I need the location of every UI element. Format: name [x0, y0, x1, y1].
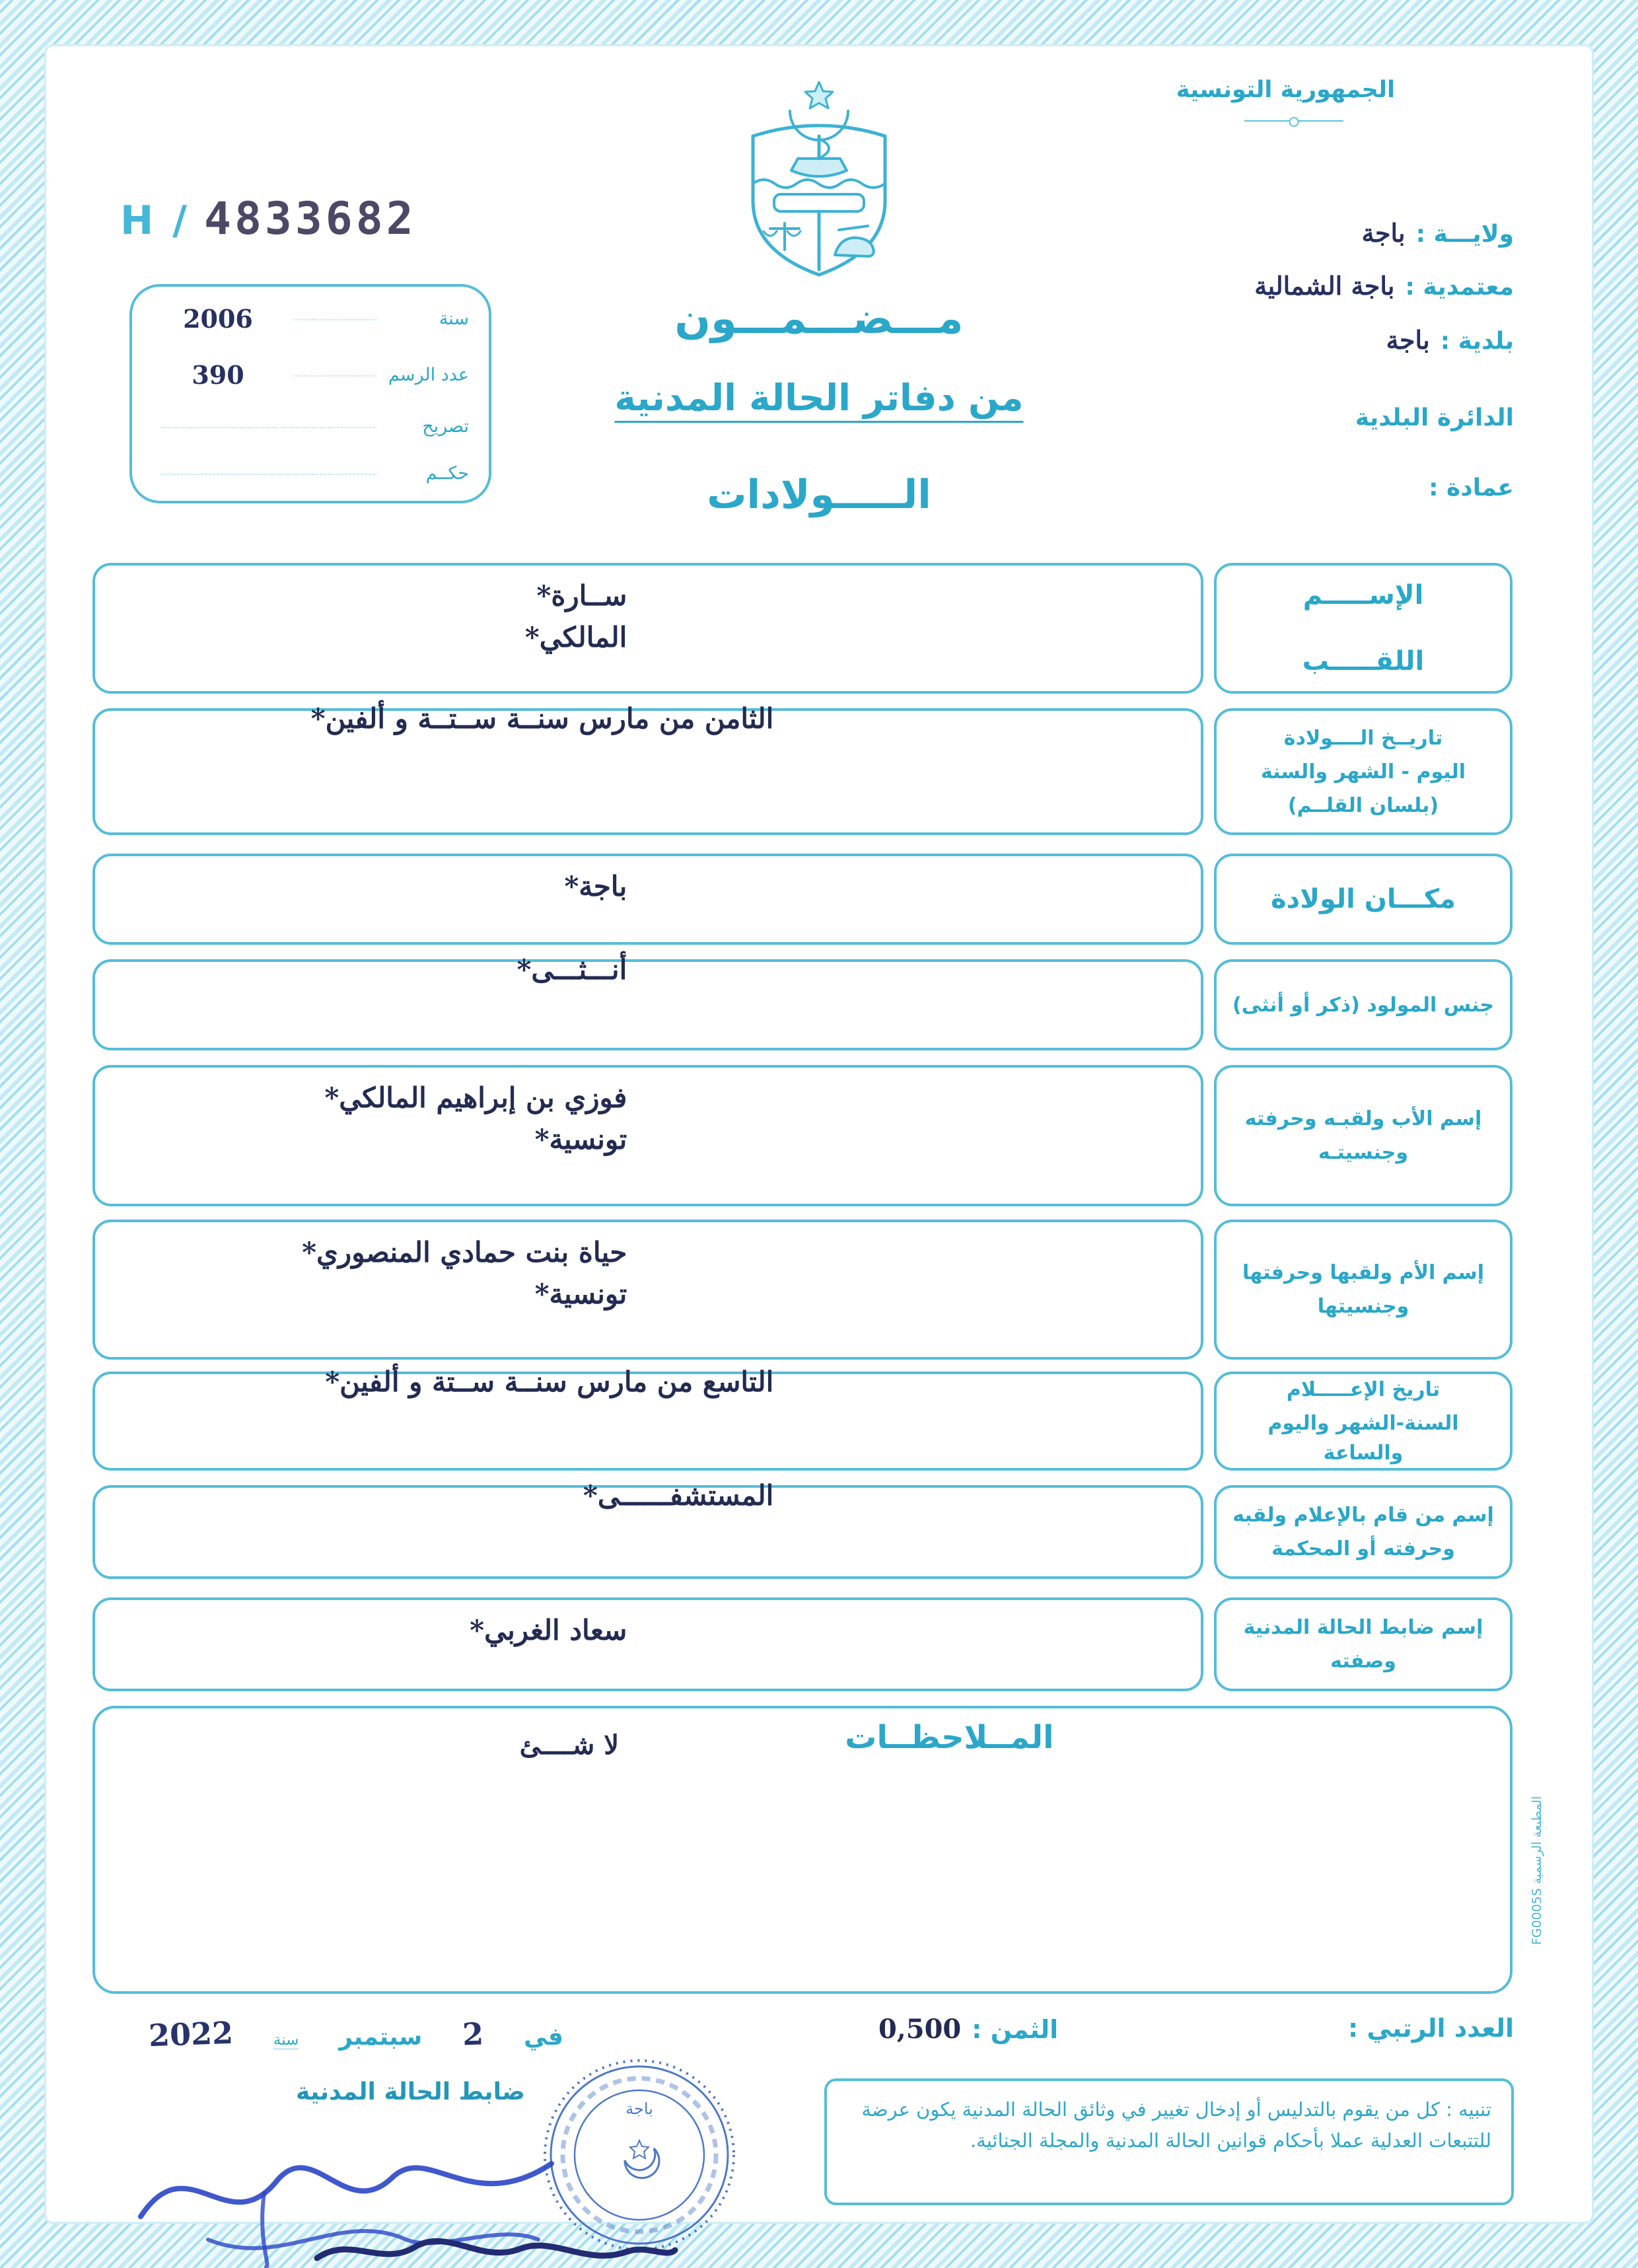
label-line: إسم من قام بالإعلام ولقبه: [1232, 1504, 1494, 1527]
judgment-label: حكــم: [425, 463, 469, 484]
father-nationality-value: تونسية*: [534, 1123, 627, 1155]
birth-date-label-box: [1214, 708, 1513, 835]
mother-name-value: حياة بنت حمادي المنصوري*: [302, 1236, 627, 1268]
sex-value: أنـــثـــى*: [516, 953, 627, 986]
declaration-label: تصريح: [422, 416, 469, 437]
label-line: إسم الأب ولقبـه وحرفته: [1244, 1107, 1482, 1130]
dotted-leader: [293, 318, 376, 320]
republic-divider: [1244, 120, 1343, 122]
record-label: عدد الرسم: [388, 365, 469, 385]
form-row-birth-place: [92, 854, 1513, 945]
date-month: سبتمبر: [339, 2024, 423, 2051]
legal-warning-box: تنبيه : كل من يقوم بالتدليس أو إدخال تغيير في وثائق الحالة المدنية يكون عرضة للتتبعات العدلية عملا بأحكام قوانين الحالة المدنية والمجلة الجنائية.: [824, 2078, 1514, 2205]
father-label-box: [1214, 1065, 1513, 1206]
registry-info-box: [129, 284, 491, 503]
label-line: وجنسيتها: [1317, 1295, 1409, 1318]
notifier-label-box: [1214, 1485, 1513, 1579]
name-value-box: [92, 563, 1203, 694]
sex-label-box: [1214, 959, 1513, 1050]
date-day-handwritten: 2: [462, 2016, 485, 2053]
births-title: الـــــولادات: [707, 472, 931, 518]
notification-date-value-box: [92, 1366, 1203, 1471]
form-row-notifier: [92, 1479, 1513, 1579]
sex-value-box: [92, 953, 1203, 1050]
label-line: اللقـــــب: [1302, 646, 1425, 677]
district-line: [1355, 404, 1514, 431]
notifier-value-box: [92, 1479, 1203, 1579]
last-name-value: المالكي*: [524, 621, 627, 653]
mother-label-box: [1214, 1220, 1513, 1360]
label-line: الإســـــم: [1302, 580, 1424, 610]
father-name-value: فوزي بن إبراهيم المالكي*: [324, 1081, 627, 1114]
date-year-handwritten: 2022: [148, 2014, 234, 2054]
label-line: مكـــان الولادة: [1271, 884, 1456, 914]
serial-prefix: H /: [120, 198, 190, 244]
label-line: السنة-الشهر واليوم والساعة: [1267, 1411, 1459, 1465]
info-row-year: [152, 304, 469, 334]
first-name-value: ســارة*: [536, 579, 627, 612]
mother-value-box: [92, 1220, 1203, 1360]
wilaya-label: ولايـــة :: [1415, 221, 1514, 248]
label-line: اليوم - الشهر والسنة: [1260, 760, 1466, 784]
dotted-leader: [161, 472, 376, 475]
label-line: وجنسيتـه: [1318, 1141, 1408, 1164]
district-label: الدائرة البلدية: [1355, 404, 1514, 431]
municipality-line: [1386, 325, 1514, 355]
birth-date-value-box: [92, 702, 1203, 835]
price-value: 0,500: [878, 2014, 962, 2045]
notifier-value: المستشفــــــى*: [583, 1479, 774, 1512]
label-line: تاريــخ الــــولادة: [1283, 726, 1443, 750]
wilaya-value: باجة: [1361, 218, 1406, 248]
price-line: [878, 2014, 1058, 2045]
notification-date-label-box: [1214, 1372, 1513, 1471]
mother-nationality-value: تونسية*: [534, 1278, 627, 1310]
record-value: 390: [192, 360, 244, 390]
price-label: الثمن :: [972, 2015, 1059, 2044]
municipality-value: باجة: [1386, 325, 1430, 355]
republic-title: الجمهورية التونسية: [1176, 77, 1395, 103]
notification-date-value: التاسع من مارس سنــة ســتة و ألفين*: [325, 1366, 774, 1398]
form-row-birth-date: [92, 702, 1513, 835]
birth-place-value: باجة*: [564, 870, 627, 902]
form-row-mother: [92, 1220, 1513, 1360]
dotted-leader: [293, 374, 376, 377]
form-row-officer: [92, 1597, 1513, 1691]
observations-box: [92, 1706, 1513, 1994]
official-stamp: [540, 2056, 738, 2254]
imada-label: عمادة :: [1429, 474, 1514, 501]
tunisia-coat-of-arms: [719, 70, 919, 279]
serial-number-block: [120, 193, 417, 245]
document-subtitle: من دفاتر الحالة المدنية: [614, 377, 1024, 419]
info-row-declaration: [152, 416, 469, 437]
birth-date-value: الثامن من مارس سنــة ســتــة و ألفين*: [310, 702, 774, 735]
delegation-value: باجة الشمالية: [1254, 271, 1395, 301]
imada-line: [1429, 474, 1514, 501]
year-value: 2006: [183, 304, 253, 334]
serial-number: 4833682: [204, 193, 417, 245]
issue-date-line: [149, 2016, 563, 2052]
officer-name-value: سعاد الغربي*: [470, 1614, 627, 1646]
municipality-label: بلدية :: [1440, 328, 1514, 355]
father-value-box: [92, 1065, 1203, 1206]
stamp-city-text: باجة: [625, 2100, 653, 2118]
delegation-line: [1254, 271, 1514, 301]
document-title: مـــضـــمـــون: [674, 295, 964, 344]
label-line: إسم ضابط الحالة المدنية: [1243, 1616, 1483, 1639]
form-row-name: [92, 563, 1513, 694]
date-in-label: في: [524, 2024, 563, 2051]
label-line: تاريخ الإعـــــلام: [1286, 1377, 1441, 1401]
label-line: جنس المولود (ذكر أو أنثى): [1232, 993, 1494, 1017]
observations-title: المــلاحظــات: [845, 1719, 1054, 1756]
delegation-label: معتمدية :: [1405, 274, 1514, 301]
label-line: وحرفته أو المحكمة: [1271, 1537, 1455, 1560]
year-label: سنة: [439, 309, 469, 329]
info-row-record: [152, 360, 469, 390]
officer-label-box: [1214, 1597, 1513, 1691]
name-label-box: [1214, 563, 1513, 694]
label-line: وصفته: [1330, 1650, 1396, 1673]
birth-place-value-box: [92, 854, 1203, 945]
observations-value: لا شــــئ: [519, 1730, 620, 1761]
ordinal-number-label: العدد الرتبي :: [1347, 2014, 1514, 2043]
birth-place-label-box: [1214, 854, 1513, 945]
officer-value-box: [92, 1597, 1203, 1691]
dotted-leader: [161, 425, 376, 428]
printing-press-note: المطبعة الرسمية FG0005S: [1530, 1796, 1544, 1945]
label-line: إسم الأم ولقبها وحرفتها: [1242, 1261, 1484, 1284]
form-row-notification-date: [92, 1366, 1513, 1471]
wilaya-line: [1362, 218, 1514, 248]
info-row-judgment: [152, 463, 469, 484]
form-row-father: [92, 1065, 1513, 1206]
civil-status-officer-label: ضابط الحالة المدنية: [296, 2078, 525, 2105]
cutoff-handwriting: [310, 2232, 680, 2268]
label-line: (بلسان القلــم): [1287, 793, 1439, 817]
date-year-label: سنة: [273, 2031, 299, 2049]
form-row-sex: [92, 953, 1513, 1050]
